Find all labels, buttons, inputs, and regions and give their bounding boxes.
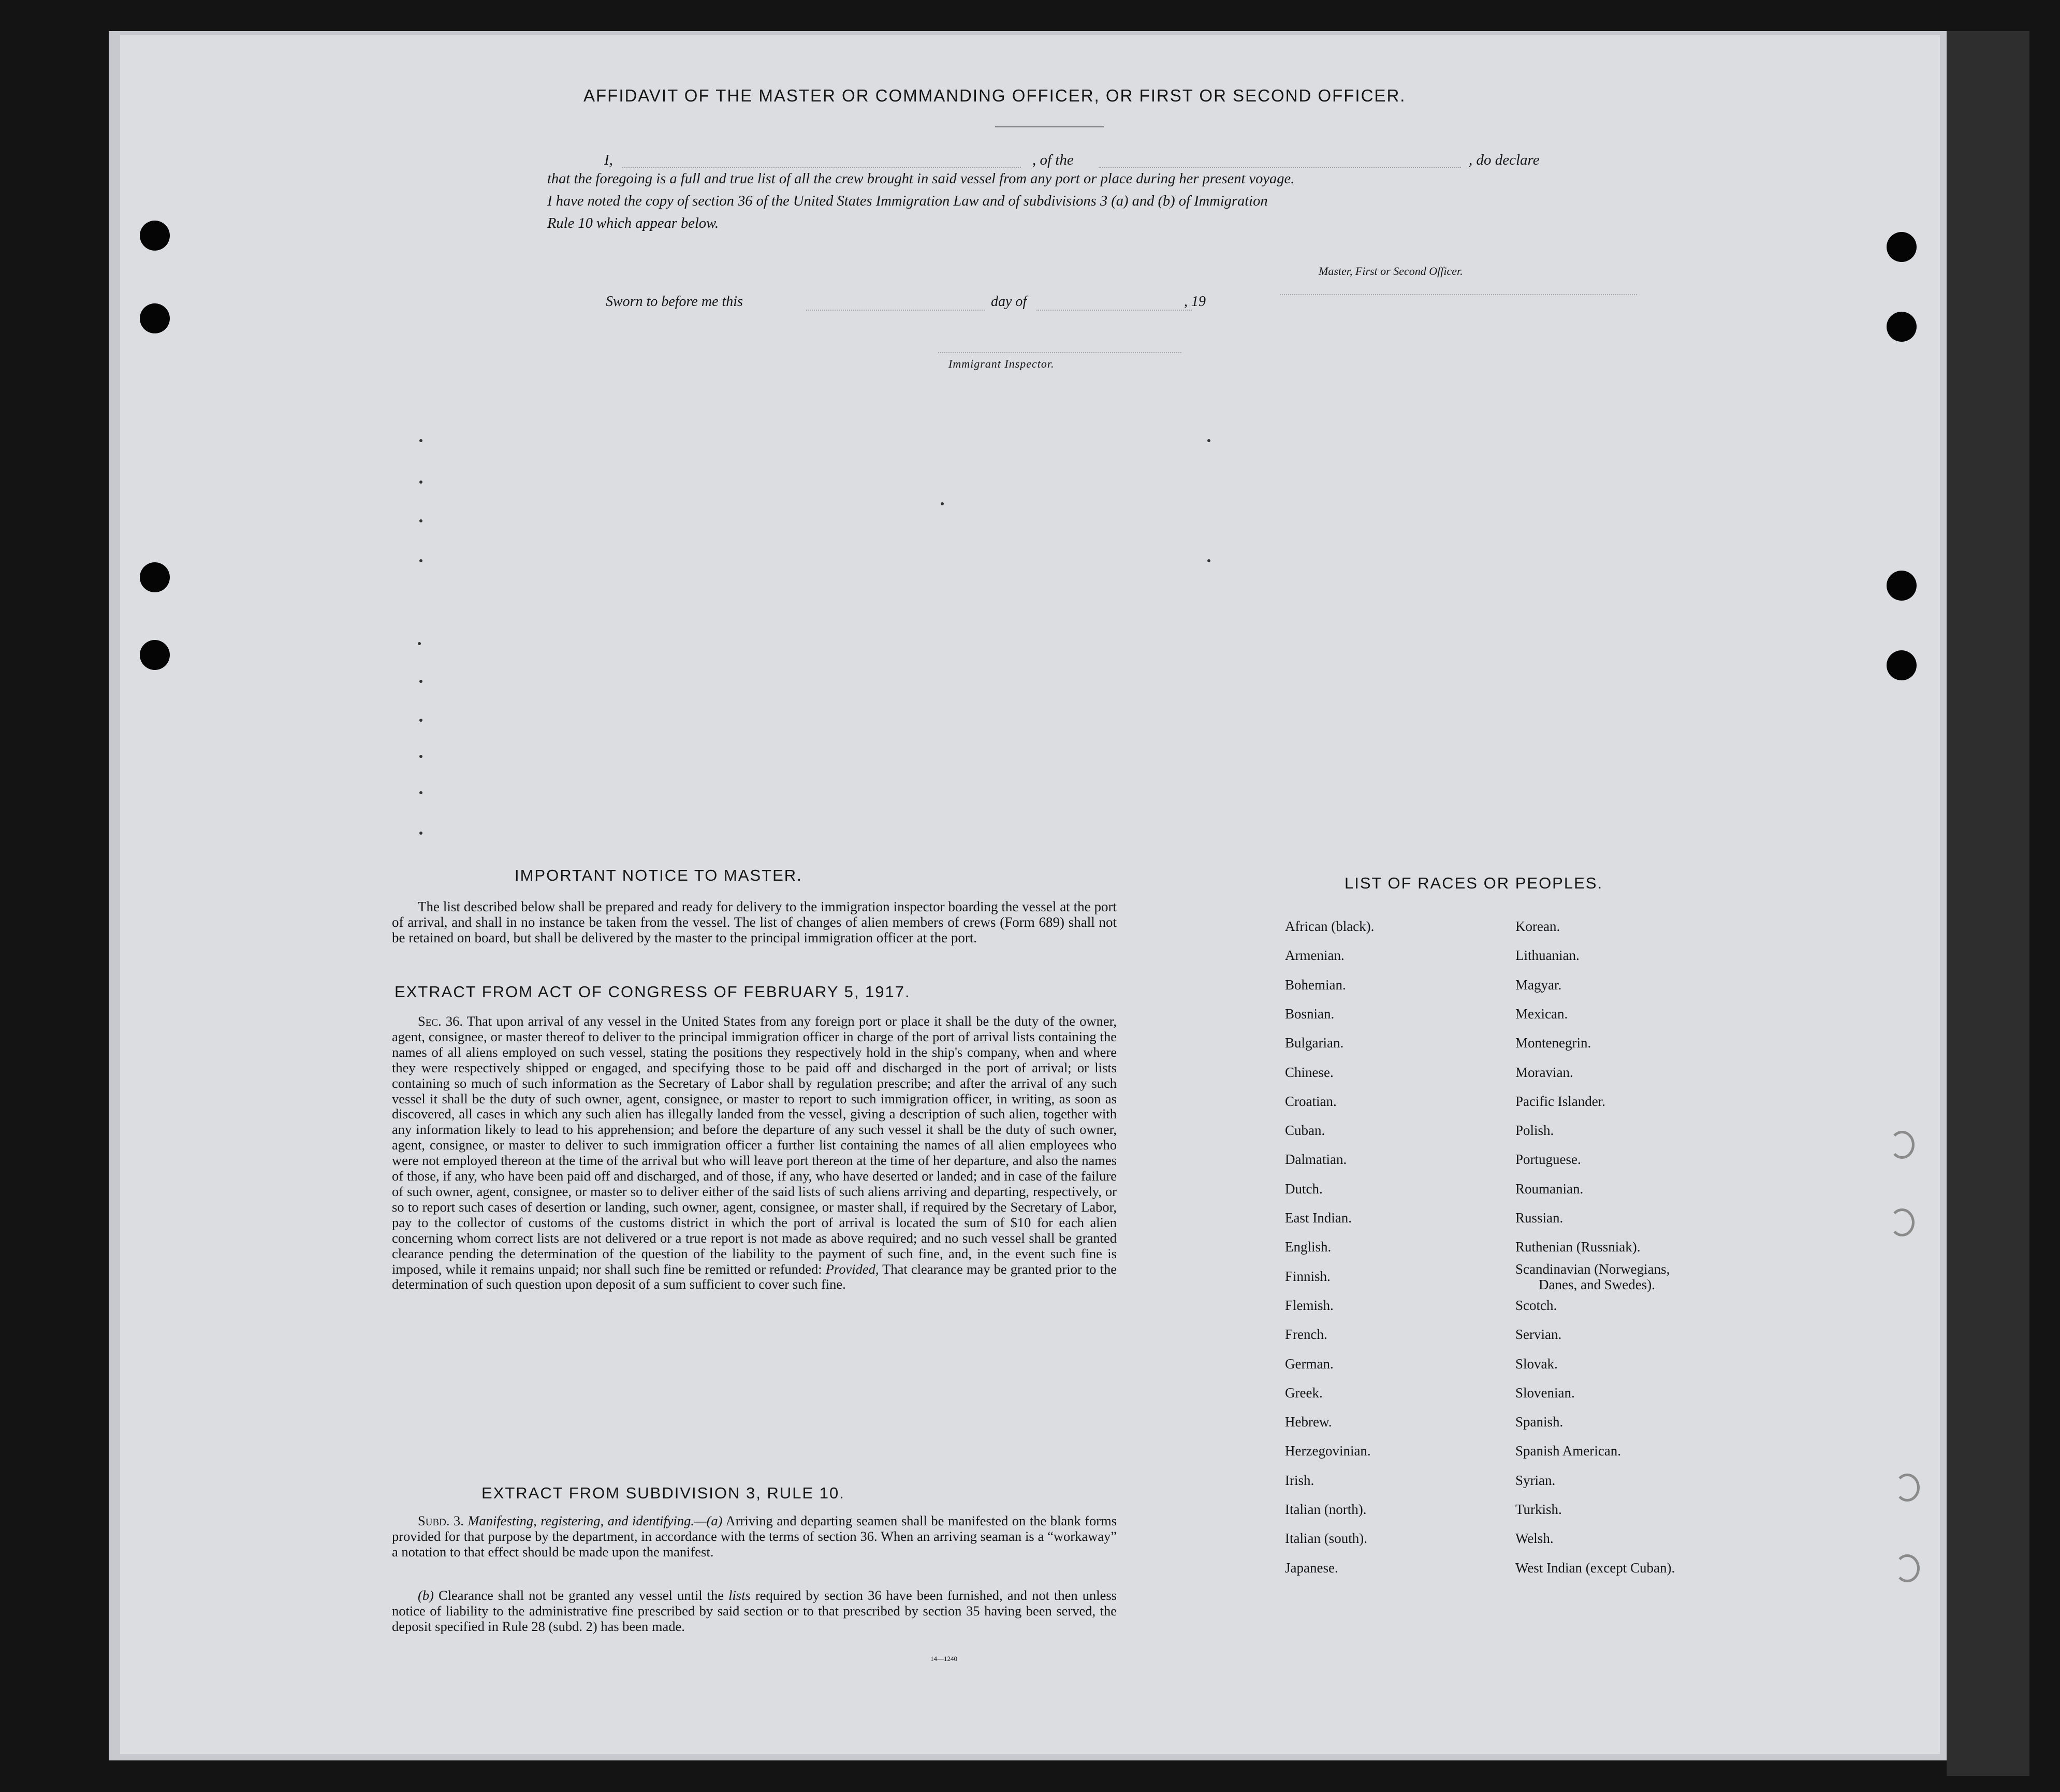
race-item: Cuban. xyxy=(1285,1123,1325,1139)
race-item: Dalmatian. xyxy=(1285,1152,1347,1168)
race-item: Chinese. xyxy=(1285,1064,1334,1080)
binder-ring xyxy=(1895,1554,1920,1582)
race-item: French. xyxy=(1285,1327,1327,1343)
name-field-line[interactable] xyxy=(622,167,1021,168)
notice-text: The list described below shall be prepared and ready for delivery to the immigration inspector boarding the vessel at the port of arrival, and shall in no instance be taken from the vessel. The list of changes of alien members of crews (Form 689) shall not be retained on board, but shall be delivered by the master to the principal immigration officer at the port. xyxy=(392,899,1117,945)
blank-area-mark xyxy=(1207,439,1210,442)
affidavit-do-declare-label: , do declare xyxy=(1469,152,1540,168)
blank-area-mark xyxy=(419,519,422,522)
race-item: Polish. xyxy=(1515,1123,1554,1139)
extract-act-title: EXTRACT FROM ACT OF CONGRESS OF FEBRUARY 5, 1917. xyxy=(395,983,911,1001)
punch-hole xyxy=(140,562,170,592)
para-b-prefix: (b) xyxy=(418,1587,434,1603)
race-item: Magyar. xyxy=(1515,977,1562,993)
para-b-lists: lists xyxy=(728,1587,751,1603)
inspector-signature-line[interactable] xyxy=(938,352,1181,353)
form-number: 14—1240 xyxy=(930,1655,957,1663)
race-item: Flemish. xyxy=(1285,1297,1334,1313)
race-item: Syrian. xyxy=(1515,1472,1556,1488)
race-item: Italian (south). xyxy=(1285,1531,1367,1547)
race-item: West Indian (except Cuban). xyxy=(1515,1560,1675,1576)
sworn-label: Sworn to before me this xyxy=(606,294,743,310)
race-item: Welsh. xyxy=(1515,1531,1554,1547)
subd-title: Manifesting, registering, and identifying. xyxy=(467,1513,694,1528)
subd-label: Subd. 3. xyxy=(418,1513,464,1528)
provided-label: Provided, xyxy=(825,1261,879,1277)
title-rule xyxy=(995,126,1104,127)
blank-area-mark xyxy=(418,642,421,645)
race-item: Herzegovinian. xyxy=(1285,1443,1371,1459)
affidavit-line-1: that the foregoing is a full and true list of all the crew brought in said vessel from any port or place during her present voyage. xyxy=(547,171,1295,187)
race-item: Turkish. xyxy=(1515,1502,1562,1517)
race-item: Lithuanian. xyxy=(1515,948,1580,964)
para-a-text: Arriving and departing seamen shall be manifested on the blank forms provided for that purpose by the department, in accordance with the terms of section 36. When an arriving seaman is a “workaway” a notation to that effect should be made upon the manifest. xyxy=(392,1513,1117,1560)
race-item: Irish. xyxy=(1285,1472,1314,1488)
race-item: German. xyxy=(1285,1356,1334,1372)
day-of-label: day of xyxy=(991,294,1027,310)
binder-strip xyxy=(1947,31,2029,1776)
race-item: Finnish. xyxy=(1285,1268,1331,1284)
blank-area-mark xyxy=(419,719,422,722)
blank-area-mark xyxy=(419,755,422,758)
race-item: Spanish. xyxy=(1515,1414,1564,1430)
race-item: Moravian. xyxy=(1515,1064,1573,1080)
race-item: Russian. xyxy=(1515,1210,1564,1226)
affidavit-line-2: I have noted the copy of section 36 of the United States Immigration Law and of subdivisions 3 (a) and (b) of Immigration xyxy=(547,193,1268,209)
extract-rule-para-b xyxy=(392,1587,1117,1634)
para-a-prefix: —(a) xyxy=(694,1513,723,1528)
race-item: Ruthenian (Russniak). xyxy=(1515,1239,1641,1255)
race-item: Servian. xyxy=(1515,1327,1562,1343)
sec-36-text: That upon arrival of any vessel in the United States from any foreign port or place it shall be the duty of the owner, agent, consignee, or master thereof to deliver to the principal immigration officer in charge of the port of arrival lists containing the names of all aliens employed on such vessel, stating the positions they respectively hold in the ship's company, when and where they were respectively shipped or engaged, and specifying those to be paid off and discharged in the port of arrival; or lists containing so much of such information as the Secretary of Labor shall by regulation prescribe; and after the arrival of any such vessel it shall be the duty of such owner, agent, consignee, or master to report to such immigration officer, in writing, as soon as discovered, all cases in which any such alien has illegally landed from the vessel, giving a description of such alien, together with any information likely to lead to his apprehension; and before the departure of any such vessel it shall be the duty of such owner, agent, consignee, or master to deliver to such immigration officer a further list containing the names of all alien employees who were not employed thereon at the time of the arrival but who will leave port thereon at the time of her departure, and also the names of those, if any, who have been paid off and discharged, and of those, if any, who have deserted or landed; and in case of the failure of such owner, agent, consignee, or master so to deliver either of the said lists of such aliens arriving and departing, respectively, or so to report such cases of desertion or landing, such owner, agent, consignee, or master shall, if required by the Secretary of Labor, pay to the collector of customs of the customs district in which the port of arrival is located the sum of $10 for each alien concerning whom correct lists are not delivered or a true report is not made as above required; and no such vessel shall be granted clearance pending the determination of the question of the liability to the payment of such fine, and, in the event such fine is imposed, while it remains unpaid; nor shall such fine be remitted or refunded: xyxy=(392,1013,1117,1277)
inspector-label: Immigrant Inspector. xyxy=(948,357,1055,370)
race-item: Mexican. xyxy=(1515,1006,1568,1022)
race-item: Bohemian. xyxy=(1285,977,1346,993)
race-item: Spanish American. xyxy=(1515,1443,1621,1459)
binder-ring xyxy=(1890,1131,1915,1159)
race-item: East Indian. xyxy=(1285,1210,1352,1226)
extract-act-text xyxy=(392,1014,1117,1292)
sworn-month-line[interactable] xyxy=(1036,310,1192,311)
race-item: Japanese. xyxy=(1285,1560,1338,1576)
race-item: Roumanian. xyxy=(1515,1181,1584,1197)
race-item: Korean. xyxy=(1515,919,1560,934)
race-item: Slovenian. xyxy=(1515,1385,1575,1401)
race-item: Bulgarian. xyxy=(1285,1035,1344,1051)
affidavit-of-the-label: , of the xyxy=(1032,152,1074,168)
race-item: Hebrew. xyxy=(1285,1414,1332,1430)
extract-rule-para-a xyxy=(392,1513,1117,1560)
race-item: Portuguese. xyxy=(1515,1152,1581,1168)
race-item: Scandinavian (Norwegians, xyxy=(1515,1261,1670,1277)
punch-hole xyxy=(1887,650,1917,680)
sec-36-text-after: That clearance may be granted prior to the determination of such question upon deposit of a sum sufficient to cover such fine. xyxy=(392,1261,1117,1292)
blank-area-mark xyxy=(419,791,422,794)
extract-rule-title: EXTRACT FROM SUBDIVISION 3, RULE 10. xyxy=(481,1484,845,1502)
notice-title: IMPORTANT NOTICE TO MASTER. xyxy=(515,866,802,884)
races-title: LIST OF RACES OR PEOPLES. xyxy=(1345,874,1603,892)
race-item: African (black). xyxy=(1285,919,1375,934)
race-item: Montenegrin. xyxy=(1515,1035,1591,1051)
race-item: Dutch. xyxy=(1285,1181,1323,1197)
blank-area-mark xyxy=(419,439,422,442)
affidavit-i-label: I, xyxy=(604,152,613,168)
race-item: Croatian. xyxy=(1285,1093,1337,1109)
master-signature-label: Master, First or Second Officer. xyxy=(1319,265,1463,278)
year-label: , 19 xyxy=(1184,294,1206,310)
punch-hole xyxy=(140,221,170,251)
race-item: Italian (north). xyxy=(1285,1502,1367,1517)
sec-label: Sec. 36. xyxy=(418,1013,463,1029)
binder-ring xyxy=(1890,1208,1915,1236)
race-item: Armenian. xyxy=(1285,948,1345,964)
race-item: Pacific Islander. xyxy=(1515,1093,1605,1109)
blank-area-mark xyxy=(419,832,422,835)
vessel-field-line[interactable] xyxy=(1099,167,1461,168)
blank-area-mark xyxy=(419,559,422,562)
punch-hole xyxy=(140,303,170,333)
binder-ring xyxy=(1895,1474,1920,1502)
master-signature-line[interactable] xyxy=(1280,294,1637,295)
blank-area-mark xyxy=(419,480,422,484)
race-item: English. xyxy=(1285,1239,1332,1255)
para-b-text-1: Clearance shall not be granted any vessel until the xyxy=(439,1587,724,1603)
punch-hole xyxy=(1887,232,1917,262)
blank-area-mark xyxy=(1207,559,1210,562)
blank-area-mark xyxy=(419,680,422,683)
affidavit-line-3: Rule 10 which appear below. xyxy=(547,215,719,231)
race-item-continuation: Danes, and Swedes). xyxy=(1539,1276,1655,1292)
para-b-text-2: required by section 36 have been furnished, and not then unless notice of liability to the administrative fine prescribed by said section or to that prescribed by section 35 having been served, the deposit specified in Rule 28 (subd. 2) has been made. xyxy=(392,1587,1117,1634)
punch-hole xyxy=(1887,312,1917,342)
document-page xyxy=(120,35,1940,1754)
punch-hole xyxy=(140,640,170,670)
blank-area-mark xyxy=(941,502,944,505)
race-item: Scotch. xyxy=(1515,1297,1557,1313)
race-item: Greek. xyxy=(1285,1385,1323,1401)
sworn-day-line[interactable] xyxy=(806,310,985,311)
punch-hole xyxy=(1887,571,1917,601)
affidavit-title: AFFIDAVIT OF THE MASTER OR COMMANDING OFFICER, OR FIRST OR SECOND OFFICER. xyxy=(583,86,1406,105)
race-item: Slovak. xyxy=(1515,1356,1558,1372)
race-item: Bosnian. xyxy=(1285,1006,1335,1022)
